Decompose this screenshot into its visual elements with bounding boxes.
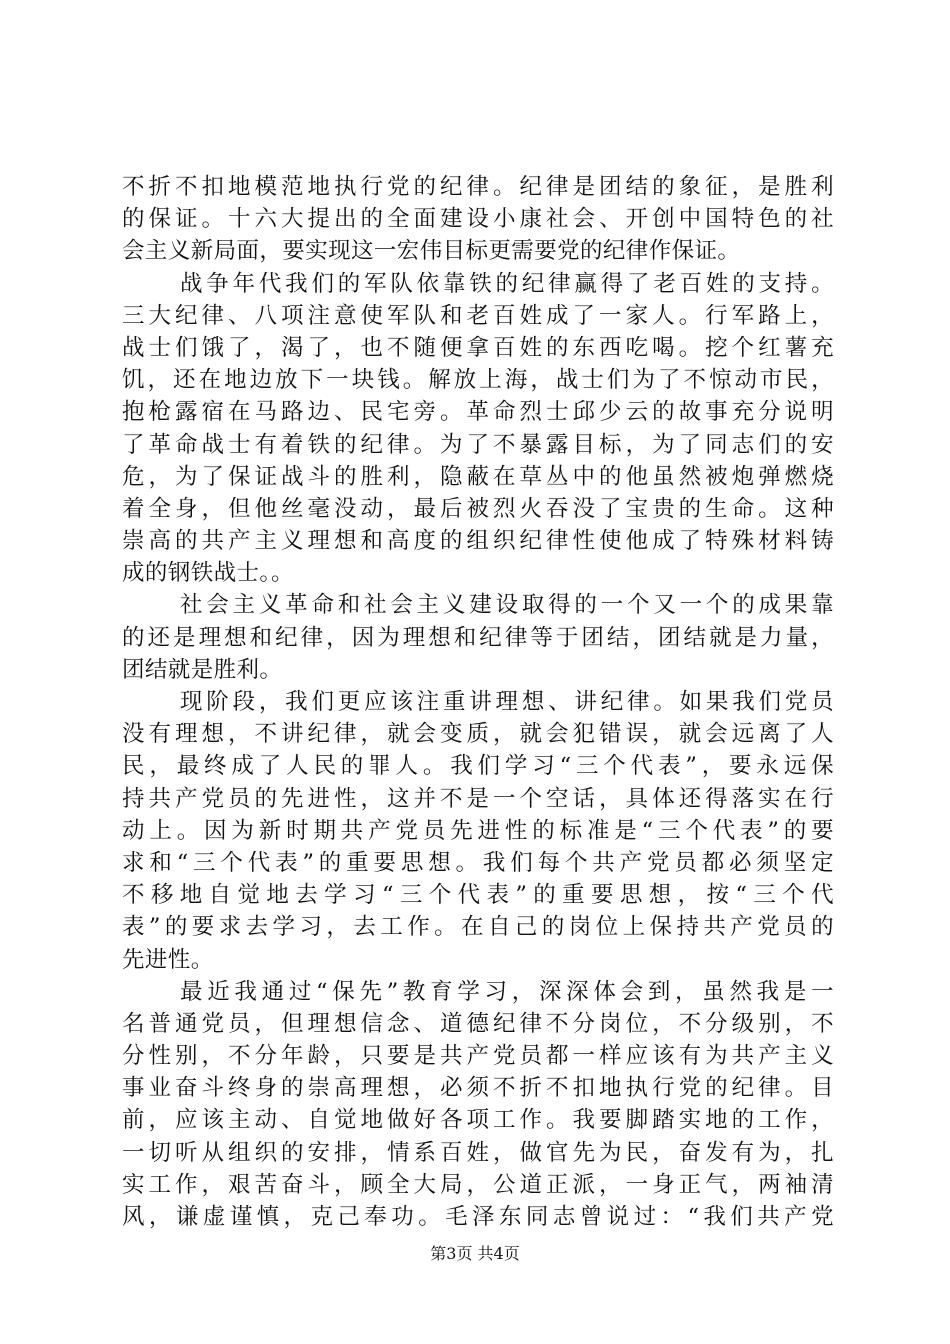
text-line: 表”的要求去学习，去工作。在自己的岗位上保持共产党员的 (122, 914, 834, 941)
text-line: 名普通党员，但理想信念、道德纪律不分岗位，不分级别，不 (122, 1010, 834, 1037)
text-line: 三大纪律、八项注意使军队和老百姓成了一家人。行军路上， (122, 302, 834, 329)
text-line: 的还是理想和纪律，因为理想和纪律等于团结，团结就是力量， (122, 624, 834, 651)
page-footer: 第3页 共4页 (430, 1244, 520, 1263)
text-line: 风，谦虚谨慎，克己奉功。毛泽东同志曾说过：“我们共产党 (122, 1204, 834, 1230)
text-line: 现阶段，我们更应该注重讲理想、讲纪律。如果我们党员 (180, 689, 834, 715)
text-line: 不移地自觉地去学习“三个代表”的重要思想，按“三个代 (122, 882, 834, 909)
text-line: 先进性。 (122, 946, 214, 973)
text-line: 饥，还在地边放下一块钱。解放上海，战士们为了不惊动市民， (122, 367, 834, 394)
text-line: 的保证。十六大提出的全面建设小康社会、开创中国特色的社 (122, 206, 834, 233)
text-line: 危，为了保证战斗的胜利，隐蔽在草丛中的他虽然被炮弹燃烧 (122, 463, 834, 490)
text-line: 分性别，不分年龄，只要是共产党员都一样应该有为共产主义 (122, 1043, 834, 1070)
text-line: 社会主义革命和社会主义建设取得的一个又一个的成果靠 (180, 592, 834, 619)
text-line: 抱枪露宿在马路边、民宅旁。革命烈士邱少云的故事充分说明 (122, 399, 834, 426)
document-body (122, 171, 834, 1233)
text-line: 事业奋斗终身的崇高理想，必须不折不扣地执行党的纪律。目 (122, 1075, 834, 1102)
text-line: 求和“三个代表”的重要思想。我们每个共产党员都必须坚定 (122, 849, 834, 876)
text-line: 了革命战士有着铁的纪律。为了不暴露目标，为了同志们的安 (122, 431, 834, 458)
text-line: 实工作，艰苦奋斗，顾全大局，公道正派，一身正气，两袖清 (122, 1171, 834, 1198)
text-line: 战争年代我们的军队依靠铁的纪律赢得了老百姓的支持。 (180, 270, 834, 297)
text-line: 团结就是胜利。 (122, 656, 283, 683)
text-line: 着全身，但他丝毫没动，最后被烈火吞没了宝贵的生命。这种 (122, 495, 834, 522)
text-line: 不折不扣地模范地执行党的纪律。纪律是团结的象征，是胜利 (122, 174, 834, 200)
text-line: 会主义新局面，要实现这一宏伟目标更需要党的纪律作保证。 (122, 238, 741, 265)
text-line: 持共产党员的先进性，这并不是一个空话，具体还得落实在行 (122, 785, 834, 812)
text-line: 动上。因为新时期共产党员先进性的标准是“三个代表”的要 (122, 817, 834, 844)
text-line: 一切听从组织的安排，情系百姓，做官先为民，奋发有为，扎 (122, 1139, 834, 1166)
text-line: 前，应该主动、自觉地做好各项工作。我要脚踏实地的工作， (122, 1107, 834, 1134)
text-line: 成的钢铁战士。。 (122, 560, 294, 587)
text-line: 战士们饿了，渴了，也不随便拿百姓的东西吃喝。挖个红薯充 (122, 334, 834, 361)
text-line: 没有理想，不讲纪律，就会变质，就会犯错误，就会远离了人 (122, 721, 834, 748)
text-line: 最近我通过“保先”教育学习，深深体会到，虽然我是一 (180, 978, 834, 1005)
text-line: 崇高的共产主义理想和高度的组织纪律性使他成了特殊材料铸 (122, 528, 834, 555)
text-line: 民，最终成了人民的罪人。我们学习“三个代表”，要永远保 (122, 753, 834, 780)
